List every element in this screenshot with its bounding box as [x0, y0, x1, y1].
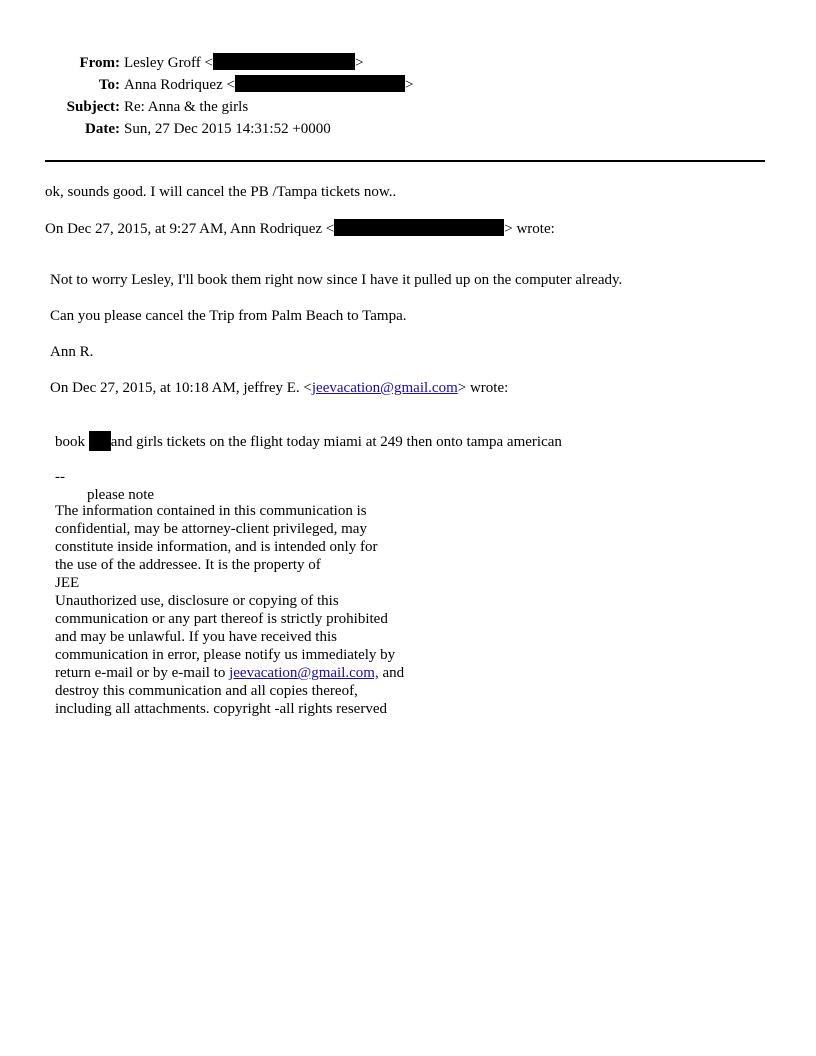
- disclaimer-line: destroy this communication and all copies thereof,: [55, 683, 358, 699]
- subject-label: Subject:: [66, 99, 120, 115]
- date-value: Sun, 27 Dec 2015 14:31:52 +0000: [124, 121, 331, 137]
- date-label: Date:: [85, 121, 120, 137]
- from-name: Lesley Groff <: [124, 55, 213, 71]
- disclaimer-line: confidential, may be attorney-client privileged, may: [55, 521, 367, 537]
- date-row: [0, 118, 331, 140]
- disclaimer-line: communication in error, please notify us immediately by: [55, 647, 396, 663]
- signature-note: please note: [87, 487, 155, 503]
- disclaimer-line: and may be unlawful. If you have received this: [55, 629, 337, 645]
- quote1-pre: On Dec 27, 2015, at 9:27 AM, Ann Rodriquez <: [45, 221, 335, 237]
- redaction-box: [89, 431, 111, 451]
- reply-text: ok, sounds good. I will cancel the PB /Tampa tickets now..: [45, 184, 397, 200]
- quote2-pre: On Dec 27, 2015, at 10:18 AM, jeffrey E. <: [50, 380, 312, 396]
- to-value: [124, 74, 413, 96]
- msg2-line1: Not to worry Lesley, I'll book them right now since I have it pulled up on the computer already.: [50, 272, 623, 288]
- quote-header-2: [50, 379, 508, 397]
- from-row: [0, 52, 364, 74]
- msg3-post: and girls tickets on the flight today miami at 249 then onto tampa american: [110, 434, 562, 450]
- disclaimer-line: JEE: [55, 575, 80, 591]
- quote1-post: > wrote:: [504, 221, 555, 237]
- msg3-pre: book: [55, 434, 89, 450]
- to-label: To:: [98, 77, 120, 93]
- email-link[interactable]: jeevacation@gmail.com,: [229, 665, 379, 681]
- disclaimer-line: The information contained in this communication is: [55, 503, 367, 519]
- subject-value: Re: Anna & the girls: [124, 99, 249, 115]
- header-divider: [45, 160, 765, 162]
- to-name: Anna Rodriquez <: [124, 77, 235, 93]
- quote2-post: > wrote:: [457, 380, 509, 396]
- signature-dashes: --: [55, 469, 65, 485]
- disclaimer-line: communication or any part thereof is strictly prohibited: [55, 611, 388, 627]
- msg2-line2: Can you please cancel the Trip from Palm Beach to Tampa.: [50, 308, 407, 324]
- from-close: >: [355, 55, 364, 71]
- disclaimer-line: including all attachments. copyright -all rights reserved: [55, 701, 387, 717]
- disc-email-post: and: [378, 665, 405, 681]
- msg3-text: [55, 431, 562, 451]
- redaction-box: [213, 53, 355, 70]
- disclaimer-line: constitute inside information, and is intended only for: [55, 539, 378, 555]
- redaction-box: [235, 75, 405, 92]
- to-row: [0, 74, 414, 96]
- disclaimer-email-line: [55, 664, 404, 682]
- from-label: From:: [79, 55, 120, 71]
- redaction-box: [334, 219, 504, 236]
- msg2-signature: Ann R.: [50, 344, 94, 360]
- disclaimer-block: [55, 502, 404, 718]
- to-close: >: [404, 77, 414, 93]
- email-link[interactable]: jeevacation@gmail.com: [311, 380, 458, 396]
- disclaimer-line: the use of the addressee. It is the property of: [55, 557, 321, 573]
- subject-row: [0, 96, 249, 118]
- disclaimer-line: Unauthorized use, disclosure or copying of this: [55, 593, 339, 609]
- from-value: [124, 52, 363, 74]
- disc-email-pre: return e-mail or by e-mail to: [55, 665, 230, 681]
- quote-header-1: [45, 219, 555, 238]
